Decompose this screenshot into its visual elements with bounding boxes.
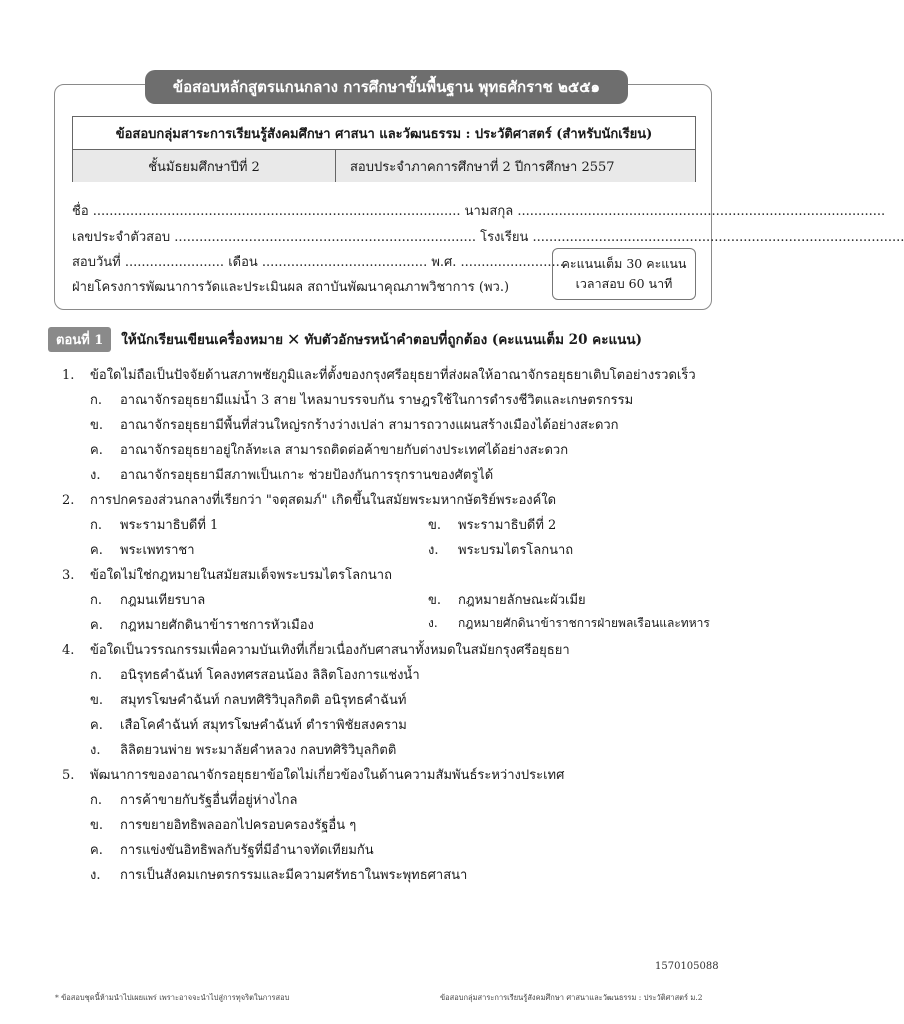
- department-text: ฝ่ายโครงการพัฒนาการวัดและประเมินผล สถาบันพัฒนาคุณภาพวิชาการ (พว.): [72, 280, 510, 295]
- question-number: 3.: [62, 568, 75, 583]
- q2-option-a[interactable]: ก. พระรามาธิบดีที่ 1: [90, 518, 219, 533]
- name-surname-field[interactable]: ชื่อ ......................................................................................... นามสกุล .........................................................................................: [72, 204, 886, 219]
- q4-option-c[interactable]: ค. เสือโคคำฉันท์ สมุทรโฆษคำฉันท์ ตำราพิชัยสงคราม: [90, 718, 407, 733]
- question-text: ข้อใดไม่ใช่กฎหมายในสมัยสมเด็จพระบรมไตรโลกนาถ: [90, 568, 392, 583]
- id-school-field[interactable]: เลขประจำตัวสอบ ......................................................................... โรงเรียน ..........................................................................................: [72, 230, 904, 245]
- exam-title-banner: ข้อสอบหลักสูตรแกนกลาง การศึกษาขั้นพื้นฐาน พุทธศักราช ๒๕๕๑: [145, 70, 628, 104]
- section-instruction-post: ทับตัวอักษรหน้าคำตอบที่ถูกต้อง (คะแนนเต็ม 20 คะแนน): [304, 332, 642, 348]
- q2-option-b[interactable]: ข. พระรามาธิบดีที่ 2: [428, 518, 557, 533]
- question-text: การปกครองส่วนกลางที่เรียกว่า "จตุสดมภ์" เกิดขึ้นในสมัยพระมหากษัตริย์พระองค์ใด: [90, 493, 557, 508]
- subject-title: ข้อสอบกลุ่มสาระการเรียนรู้สังคมศึกษา ศาสนา และวัฒนธรรม : ประวัติศาสตร์ (สำหรับนักเรียน): [73, 117, 695, 150]
- question-text: ข้อใดไม่ถือเป็นปัจจัยด้านสภาพชัยภูมิและที่ตั้งของกรุงศรีอยุธยาที่ส่งผลให้อาณาจักรอยุธยาเติบโตอย่างรวดเร็ว: [90, 368, 696, 383]
- exam-time: เวลาสอบ 60 นาที: [575, 276, 673, 291]
- question-text: พัฒนาการของอาณาจักรอยุธยาข้อใดไม่เกี่ยวข้องในด้านความสัมพันธ์ระหว่างประเทศ: [90, 768, 565, 783]
- exam-date-field[interactable]: สอบวันที่ ........................ เดือน ........................................ พ.ศ. .........................: [72, 255, 564, 270]
- question-1: [62, 364, 696, 385]
- q3-option-d[interactable]: ง. กฎหมายศักดินาข้าราชการฝ่ายพลเรือนและทหาร: [428, 616, 710, 630]
- q4-option-d[interactable]: ง. ลิลิตยวนพ่าย พระมาลัยคำหลวง กลบทศิริวิบุลกิตติ: [90, 743, 397, 758]
- question-4: [62, 639, 570, 660]
- footer-subject: ข้อสอบกลุ่มสาระการเรียนรู้สังคมศึกษา ศาสนาและวัฒนธรรม : ประวัติศาสตร์ ม.2: [440, 993, 703, 1002]
- q2-option-c[interactable]: ค. พระเพทราชา: [90, 543, 195, 558]
- q4-option-a[interactable]: ก. อนิรุทธคำฉันท์ โคลงทศรสอนน้อง ลิลิตโองการแช่งน้ำ: [90, 668, 420, 683]
- section-1-heading: [48, 327, 642, 351]
- question-2: [62, 489, 556, 510]
- q5-option-a[interactable]: ก. การค้าขายกับรัฐอื่นที่อยู่ห่างไกล: [90, 793, 298, 808]
- q2-option-d[interactable]: ง. พระบรมไตรโลกนาถ: [428, 543, 574, 558]
- subject-table: [72, 116, 696, 182]
- exam-code: 1570105088: [655, 961, 719, 972]
- q5-option-b[interactable]: ข. การขยายอิทธิพลออกไปครอบครองรัฐอื่น ๆ: [90, 818, 357, 833]
- grade-level: ชั้นมัธยมศึกษาปีที่ 2: [73, 150, 336, 182]
- question-number: 5.: [62, 768, 75, 783]
- q1-option-a[interactable]: ก. อาณาจักรอยุธยามีแม่น้ำ 3 สาย ไหลมาบรรจบกัน ราษฎรใช้ในการดำรงชีวิตและเกษตรกรรม: [90, 393, 634, 408]
- q3-option-a[interactable]: ก. กฎมนเทียรบาล: [90, 593, 206, 608]
- score-time-box: [552, 248, 696, 300]
- question-3: [62, 564, 392, 585]
- q5-option-c[interactable]: ค. การแข่งขันอิทธิพลกับรัฐที่มีอำนาจทัดเทียมกัน: [90, 843, 374, 858]
- question-number: 1.: [62, 368, 75, 383]
- q1-option-c[interactable]: ค. อาณาจักรอยุธยาอยู่ใกล้ทะเล สามารถติดต่อค้าขายกับต่างประเทศได้อย่างสะดวก: [90, 443, 569, 458]
- q4-option-b[interactable]: ข. สมุทรโฆษคำฉันท์ กลบทศิริวิบุลกิตติ อนิรุทธคำฉันท์: [90, 693, 407, 708]
- question-text: ข้อใดเป็นวรรณกรรมเพื่อความบันเทิงที่เกี่ยวเนื่องกับศาสนาทั้งหมดในสมัยกรุงศรีอยุธยา: [90, 643, 570, 658]
- full-score: คะแนนเต็ม 30 คะแนน: [561, 256, 687, 271]
- q5-option-d[interactable]: ง. การเป็นสังคมเกษตรกรรมและมีความศรัทธาในพระพุทธศาสนา: [90, 868, 468, 883]
- section-instruction-pre: ให้นักเรียนเขียนเครื่องหมาย: [121, 332, 284, 348]
- question-number: 2.: [62, 493, 75, 508]
- grade-exam-row: [73, 150, 695, 182]
- section-tag: ตอนที่ 1: [48, 327, 111, 352]
- q1-option-b[interactable]: ข. อาณาจักรอยุธยามีพื้นที่ส่วนใหญ่รกร้างว่างเปล่า สามารถวางแผนสร้างเมืองได้อย่างสะดวก: [90, 418, 619, 433]
- footer-warning: * ข้อสอบชุดนี้ห้ามนำไปเผยแพร่ เพราะอาจจะนำไปสู่การทุจริตในการสอบ: [55, 993, 290, 1002]
- q1-option-d[interactable]: ง. อาณาจักรอยุธยามีสภาพเป็นเกาะ ช่วยป้องกันการรุกรานของศัตรูได้: [90, 468, 494, 483]
- question-number: 4.: [62, 643, 75, 658]
- x-mark-icon: ✕: [287, 329, 301, 349]
- q3-option-c[interactable]: ค. กฎหมายศักดินาข้าราชการหัวเมือง: [90, 618, 314, 633]
- q3-option-b[interactable]: ข. กฎหมายลักษณะผัวเมีย: [428, 593, 586, 608]
- question-5: [62, 764, 564, 785]
- exam-term: สอบประจำภาคการศึกษาที่ 2 ปีการศึกษา 2557: [350, 159, 615, 175]
